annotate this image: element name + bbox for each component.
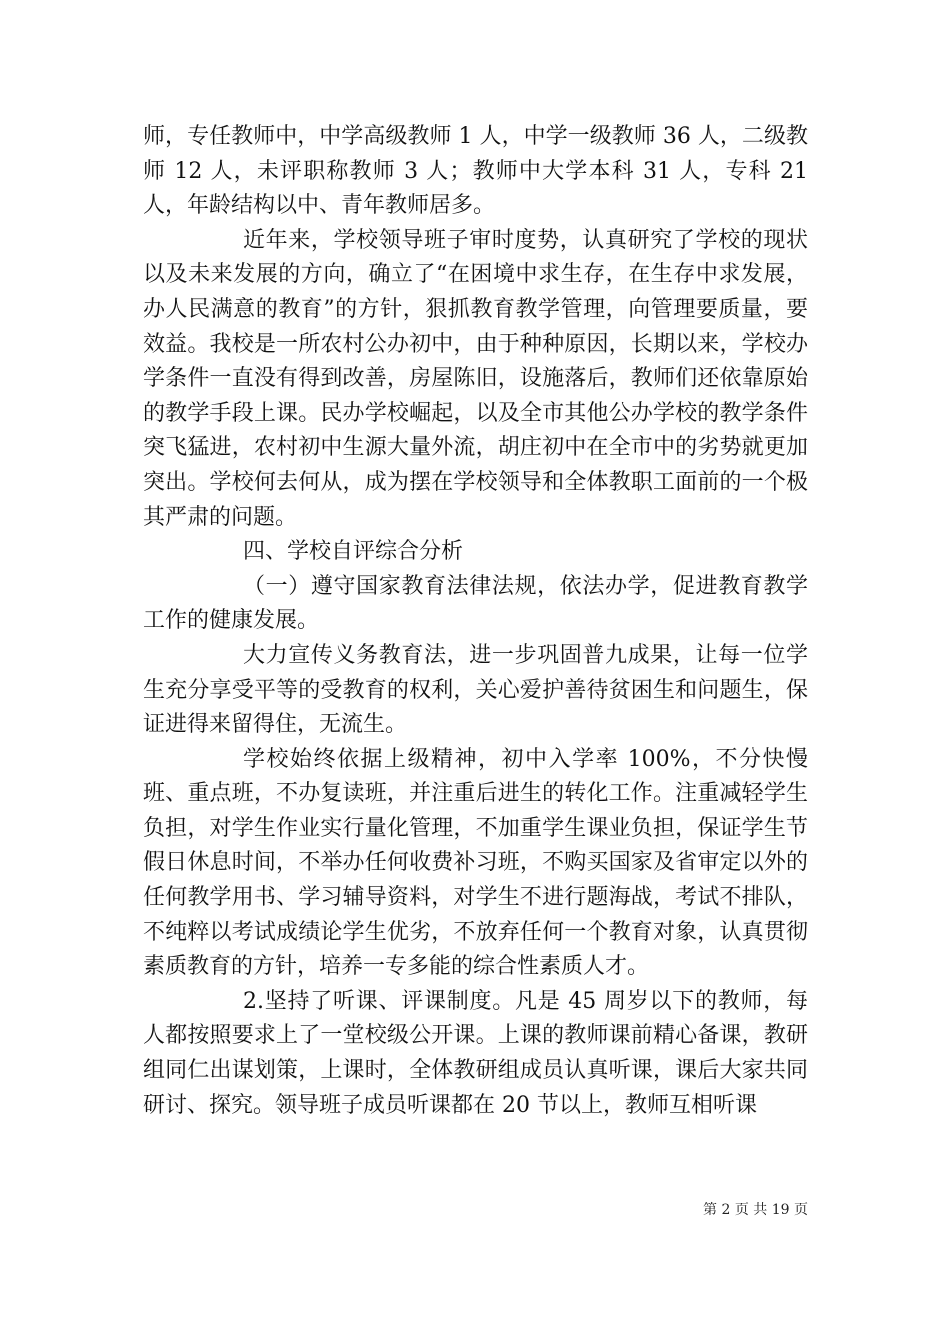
paragraph-compulsory-education: 大力宣传义务教育法，进一步巩固普九成果，让每一位学生充分享受平等的受教育的权利，关心爱护善待贫困生和问题生，保证进得来留得住，无流生。	[143, 642, 808, 738]
paragraph-enrollment-policy: 学校始终依据上级精神，初中入学率 100%，不分快慢班、重点班，不办复读班，并注重后进生的转化工作。注重减轻学生负担，对学生作业实行量化管理，不加重学生课业负担，保证学生节假日休息时间，不举办任何收费补习班，不购买国家及省审定以外的任何教学用书、学习辅导资料，对学生不进行题海战，考试不排队，不纯粹以考试成绩论学生优劣，不放弃任何一个教育对象，认真贯彻素质教育的方针，培养一专多能的综合性素质人才。	[143, 746, 808, 980]
subsection-heading-laws: （一）遵守国家教育法律法规，依法办学，促进教育教学工作的健康发展。	[143, 573, 808, 634]
paragraph-teacher-stats: 师，专任教师中，中学高级教师 1 人，中学一级教师 36 人，二级教师 12 人，未评职称教师 3 人；教师中大学本科 31 人，专科 21 人，年龄结构以中、青年教师居多。	[143, 124, 808, 219]
section-heading-self-evaluation: 四、学校自评综合分析	[243, 539, 464, 565]
document-body	[143, 120, 808, 1123]
page-number: 第 2 页 共 19 页	[703, 1202, 808, 1218]
paragraph-lesson-observation: 2.坚持了听课、评课制度。凡是 45 周岁以下的教师，每人都按照要求上了一堂校级公开课。上课的教师课前精心备课，教研组同仁出谋划策，上课时，全体教研组成员认真听课，课后大家共同研讨、探究。领导班子成员听课都在 20 节以上，教师互相听课	[143, 988, 808, 1118]
paragraph-recent-years: 近年来，学校领导班子审时度势，认真研究了学校的现状以及未来发展的方向，确立了“在困境中求生存，在生存中求发展，办人民满意的教育”的方针，狠抓教育教学管理，向管理要质量，要效益。我校是一所农村公办初中，由于种种原因，长期以来，学校办学条件一直没有得到改善，房屋陈旧，设施落后，教师们还依靠原始的教学手段上课。民办学校崛起，以及全市其他公办学校的教学条件突飞猛进，农村初中生源大量外流，胡庄初中在全市中的劣势就更加突出。学校何去何从，成为摆在学校领导和全体教职工面前的一个极其严肃的问题。	[143, 227, 808, 530]
